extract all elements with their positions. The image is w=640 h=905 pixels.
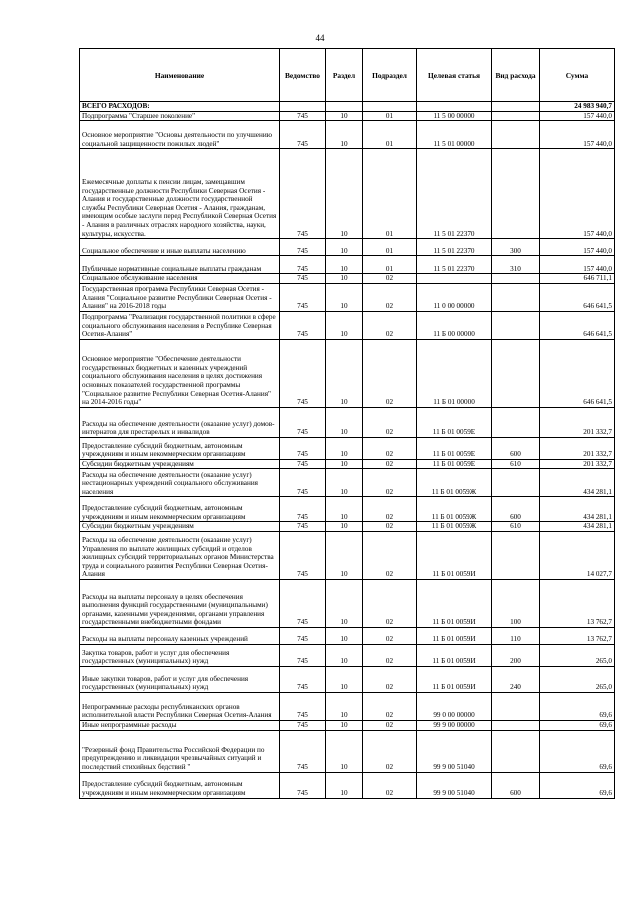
row-subsection: 02 xyxy=(363,579,417,627)
row-name: Основное мероприятие "Обеспечение деятельности государственных бюджетных и казенных учреждений социального обслуживания населения в целях достижения основных показателей государственной программы "Социальное развитие Республики Северная Осетия-Алания" на 2014-2016 годы" xyxy=(80,339,280,407)
table-row xyxy=(80,256,615,274)
row-name: Расходы на обеспечение деятельности (оказание услуг) нестационарных учреждений социального обслуживания населения xyxy=(80,469,280,497)
row-expense-type xyxy=(492,407,540,437)
row-section: 10 xyxy=(326,239,363,256)
row-target-article: 11 Б 01 0059И xyxy=(417,579,492,627)
row-name: Расходы на выплаты персоналу казенных учреждений xyxy=(80,627,280,644)
row-department: 745 xyxy=(280,469,326,497)
row-target-article: 99 9 00 51040 xyxy=(417,730,492,772)
row-target-article: 11 5 01 00000 xyxy=(417,121,492,149)
header-row xyxy=(80,49,615,102)
row-subsection: 02 xyxy=(363,692,417,720)
row-amount: 201 332,7 xyxy=(540,437,615,459)
row-section: 10 xyxy=(326,772,363,798)
row-subsection: 02 xyxy=(363,497,417,522)
row-amount: 646 641,5 xyxy=(540,283,615,311)
table-row xyxy=(80,149,615,239)
row-amount: 13 762,7 xyxy=(540,627,615,644)
row-target-article: 11 5 00 00000 xyxy=(417,111,492,121)
row-amount: 265,0 xyxy=(540,666,615,692)
header-section: Раздел xyxy=(326,49,363,102)
row-subsection: 01 xyxy=(363,239,417,256)
row-department: 745 xyxy=(280,149,326,239)
row-name: Социальное обслуживание населения xyxy=(80,274,280,284)
table-row xyxy=(80,522,615,532)
row-name: Предоставление субсидий бюджетным, автономным учреждениям и иным некоммерческим организациям xyxy=(80,772,280,798)
row-section: 10 xyxy=(326,579,363,627)
row-expense-type: 610 xyxy=(492,459,540,469)
row-section: 10 xyxy=(326,256,363,274)
row-department: 745 xyxy=(280,666,326,692)
row-subsection xyxy=(363,102,417,112)
row-name: Государственная программа Республики Северная Осетия - Алания "Социальное развитие Республики Северная Осетия - Алания" на 2016-2018 годы xyxy=(80,283,280,311)
row-subsection: 02 xyxy=(363,772,417,798)
row-expense-type: 310 xyxy=(492,256,540,274)
row-department: 745 xyxy=(280,274,326,284)
header-department: Ведомство xyxy=(280,49,326,102)
header-subsection: Подраздел xyxy=(363,49,417,102)
row-subsection: 01 xyxy=(363,111,417,121)
table-row xyxy=(80,437,615,459)
row-amount: 69,6 xyxy=(540,730,615,772)
row-subsection: 02 xyxy=(363,531,417,579)
row-name: Субсидии бюджетным учреждениям xyxy=(80,459,280,469)
row-name: Иные закупки товаров, работ и услуг для обеспечения государственных (муниципальных) нужд xyxy=(80,666,280,692)
row-expense-type xyxy=(492,531,540,579)
row-section: 10 xyxy=(326,522,363,532)
row-subsection: 02 xyxy=(363,311,417,339)
row-name: Подпрограмма "Старшее поколение" xyxy=(80,111,280,121)
row-amount: 157 440,0 xyxy=(540,256,615,274)
row-target-article: 11 Б 01 0059И xyxy=(417,531,492,579)
row-expense-type xyxy=(492,121,540,149)
row-target-article: 99 9 00 00000 xyxy=(417,720,492,730)
table-row xyxy=(80,274,615,284)
row-name: Субсидии бюджетным учреждениям xyxy=(80,522,280,532)
table-row xyxy=(80,531,615,579)
row-amount: 201 332,7 xyxy=(540,459,615,469)
row-section: 10 xyxy=(326,339,363,407)
row-name: "Резервный фонд Правительства Российской Федерации по предупреждению и ликвидации чрезвычайных ситуаций и последствий стихийных бедствий " xyxy=(80,730,280,772)
row-amount: 69,6 xyxy=(540,772,615,798)
row-amount: 646 711,1 xyxy=(540,274,615,284)
table-row xyxy=(80,407,615,437)
row-subsection: 02 xyxy=(363,627,417,644)
row-target-article: 11 Б 01 0059Ж xyxy=(417,522,492,532)
table-row xyxy=(80,692,615,720)
row-name: Предоставление субсидий бюджетным, автономным учреждениям и иным некоммерческим организациям xyxy=(80,437,280,459)
row-name: Иные непрограммные расходы xyxy=(80,720,280,730)
row-subsection: 02 xyxy=(363,720,417,730)
row-section xyxy=(326,102,363,112)
row-section: 10 xyxy=(326,121,363,149)
row-target-article: 11 Б 01 00000 xyxy=(417,339,492,407)
row-section: 10 xyxy=(326,149,363,239)
row-department: 745 xyxy=(280,339,326,407)
row-amount: 13 762,7 xyxy=(540,579,615,627)
row-expense-type: 110 xyxy=(492,627,540,644)
row-expense-type: 610 xyxy=(492,522,540,532)
row-section: 10 xyxy=(326,311,363,339)
row-section: 10 xyxy=(326,666,363,692)
row-name: Основное мероприятие "Основы деятельности по улучшению социальной защищенности пожилых людей" xyxy=(80,121,280,149)
row-target-article xyxy=(417,274,492,284)
table-row xyxy=(80,283,615,311)
row-department: 745 xyxy=(280,579,326,627)
row-name: Непрограммные расходы республиканских органов исполнительной власти Республики Северная Осетия-Алания xyxy=(80,692,280,720)
row-department: 745 xyxy=(280,627,326,644)
row-amount: 434 281,1 xyxy=(540,497,615,522)
table-row xyxy=(80,644,615,666)
row-name: Закупка товаров, работ и услуг для обеспечения государственных (муниципальных) нужд xyxy=(80,644,280,666)
header-name: Наименование xyxy=(80,49,280,102)
row-subsection: 02 xyxy=(363,469,417,497)
row-expense-type xyxy=(492,469,540,497)
table-row xyxy=(80,111,615,121)
row-department: 745 xyxy=(280,459,326,469)
row-subsection: 02 xyxy=(363,274,417,284)
row-target-article: 11 5 01 22370 xyxy=(417,256,492,274)
row-amount: 14 027,7 xyxy=(540,531,615,579)
row-department: 745 xyxy=(280,730,326,772)
row-target-article: 11 Б 01 0059Е xyxy=(417,407,492,437)
table-row xyxy=(80,339,615,407)
row-department: 745 xyxy=(280,121,326,149)
row-section: 10 xyxy=(326,283,363,311)
row-subsection: 02 xyxy=(363,459,417,469)
table-row xyxy=(80,459,615,469)
row-expense-type xyxy=(492,311,540,339)
table-row xyxy=(80,579,615,627)
row-section: 10 xyxy=(326,692,363,720)
row-subsection: 02 xyxy=(363,437,417,459)
header-target-article: Целевая статья xyxy=(417,49,492,102)
row-subsection: 02 xyxy=(363,407,417,437)
row-target-article: 11 Б 01 0059Е xyxy=(417,437,492,459)
table-row xyxy=(80,497,615,522)
row-expense-type xyxy=(492,720,540,730)
row-department: 745 xyxy=(280,283,326,311)
row-amount: 201 332,7 xyxy=(540,407,615,437)
row-target-article: 11 Б 01 0059И xyxy=(417,627,492,644)
row-department: 745 xyxy=(280,497,326,522)
table-row xyxy=(80,772,615,798)
row-department: 745 xyxy=(280,644,326,666)
row-amount: 69,6 xyxy=(540,720,615,730)
row-name: Социальное обеспечение и иные выплаты населению xyxy=(80,239,280,256)
row-department: 745 xyxy=(280,437,326,459)
row-expense-type: 300 xyxy=(492,239,540,256)
row-subsection: 01 xyxy=(363,149,417,239)
row-name: Расходы на обеспечение деятельности (оказание услуг) домов-интернатов для престарелых и инвалидов xyxy=(80,407,280,437)
row-target-article: 11 Б 01 0059Ж xyxy=(417,497,492,522)
row-department: 745 xyxy=(280,111,326,121)
row-section: 10 xyxy=(326,469,363,497)
row-department: 745 xyxy=(280,772,326,798)
row-target-article: 99 9 00 51040 xyxy=(417,772,492,798)
row-target-article: 11 5 01 22370 xyxy=(417,149,492,239)
row-section: 10 xyxy=(326,644,363,666)
row-subsection: 02 xyxy=(363,339,417,407)
row-expense-type xyxy=(492,102,540,112)
table-row xyxy=(80,121,615,149)
row-name: Публичные нормативные социальные выплаты гражданам xyxy=(80,256,280,274)
row-section: 10 xyxy=(326,274,363,284)
row-section: 10 xyxy=(326,111,363,121)
row-expense-type xyxy=(492,283,540,311)
row-amount: 24 983 940,7 xyxy=(540,102,615,112)
row-target-article: 11 Б 00 00000 xyxy=(417,311,492,339)
table-row xyxy=(80,627,615,644)
row-name: Подпрограмма "Реализация государственной политики в сфере социального обслуживания населения в Республике Северная Осетия-Алания" xyxy=(80,311,280,339)
row-department: 745 xyxy=(280,256,326,274)
row-expense-type xyxy=(492,730,540,772)
row-section: 10 xyxy=(326,459,363,469)
row-section: 10 xyxy=(326,407,363,437)
row-target-article: 99 0 00 00000 xyxy=(417,692,492,720)
row-target-article: 11 Б 01 0059Е xyxy=(417,459,492,469)
row-section: 10 xyxy=(326,531,363,579)
row-department: 745 xyxy=(280,239,326,256)
table-row xyxy=(80,239,615,256)
row-expense-type: 600 xyxy=(492,437,540,459)
row-expense-type: 200 xyxy=(492,644,540,666)
row-amount: 157 440,0 xyxy=(540,149,615,239)
table-row xyxy=(80,469,615,497)
row-expense-type xyxy=(492,692,540,720)
row-expense-type xyxy=(492,149,540,239)
row-expense-type xyxy=(492,274,540,284)
header-amount: Сумма xyxy=(540,49,615,102)
row-target-article: 11 5 01 22370 xyxy=(417,239,492,256)
budget-table xyxy=(79,48,615,799)
row-name: Ежемесячные доплаты к пенсии лицам, замещавшим государственные должности Республики Северная Осетия - Алания и государственные должности государственной службы Республики Северная Осетия - Алания, гражданам, имеющим особые заслуги перед Республикой Северная Осетия - Алания в различных отраслях народного хозяйства, науки, культуры, искусства. xyxy=(80,149,280,239)
row-department: 745 xyxy=(280,522,326,532)
row-subsection: 01 xyxy=(363,121,417,149)
header-expense-type: Вид расхода xyxy=(492,49,540,102)
row-section: 10 xyxy=(326,720,363,730)
row-amount: 434 281,1 xyxy=(540,469,615,497)
table-row xyxy=(80,666,615,692)
row-expense-type: 100 xyxy=(492,579,540,627)
row-subsection: 01 xyxy=(363,256,417,274)
row-subsection: 02 xyxy=(363,522,417,532)
row-name: Расходы на выплаты персоналу в целях обеспечения выполнения функций государственными (муниципальными) органами, казенными учреждениями, органами управления государственными внебюджетными фондами xyxy=(80,579,280,627)
row-expense-type: 600 xyxy=(492,497,540,522)
table-row xyxy=(80,102,615,112)
row-name: ВСЕГО РАСХОДОВ: xyxy=(80,102,280,112)
row-expense-type: 600 xyxy=(492,772,540,798)
row-expense-type xyxy=(492,111,540,121)
row-amount: 157 440,0 xyxy=(540,111,615,121)
row-subsection: 02 xyxy=(363,730,417,772)
row-expense-type xyxy=(492,339,540,407)
row-name: Предоставление субсидий бюджетным, автономным учреждениям и иным некоммерческим организациям xyxy=(80,497,280,522)
row-subsection: 02 xyxy=(363,666,417,692)
row-amount: 646 641,5 xyxy=(540,311,615,339)
row-target-article: 11 Б 01 0059И xyxy=(417,666,492,692)
page-number: 44 xyxy=(315,33,325,43)
row-target-article: 11 Б 01 0059Ж xyxy=(417,469,492,497)
row-expense-type: 240 xyxy=(492,666,540,692)
row-section: 10 xyxy=(326,627,363,644)
row-subsection: 02 xyxy=(363,644,417,666)
row-department: 745 xyxy=(280,311,326,339)
row-section: 10 xyxy=(326,437,363,459)
row-section: 10 xyxy=(326,497,363,522)
row-name: Расходы на обеспечение деятельности (оказание услуг) Управления по выплате жилищных субсидий и отделов жилищных субсидий территориальных органов Министерства труда и социального развития Республики Северная Осетия-Алания xyxy=(80,531,280,579)
row-amount: 157 440,0 xyxy=(540,239,615,256)
row-target-article: 11 0 00 00000 xyxy=(417,283,492,311)
row-department xyxy=(280,102,326,112)
row-amount: 434 281,1 xyxy=(540,522,615,532)
row-amount: 157 440,0 xyxy=(540,121,615,149)
row-department: 745 xyxy=(280,531,326,579)
row-subsection: 02 xyxy=(363,283,417,311)
row-amount: 265,0 xyxy=(540,644,615,666)
row-target-article xyxy=(417,102,492,112)
row-department: 745 xyxy=(280,692,326,720)
row-target-article: 11 Б 01 0059И xyxy=(417,644,492,666)
row-department: 745 xyxy=(280,720,326,730)
table-row xyxy=(80,720,615,730)
row-department: 745 xyxy=(280,407,326,437)
row-amount: 69,6 xyxy=(540,692,615,720)
table-row xyxy=(80,311,615,339)
row-section: 10 xyxy=(326,730,363,772)
row-amount: 646 641,5 xyxy=(540,339,615,407)
table-row xyxy=(80,730,615,772)
